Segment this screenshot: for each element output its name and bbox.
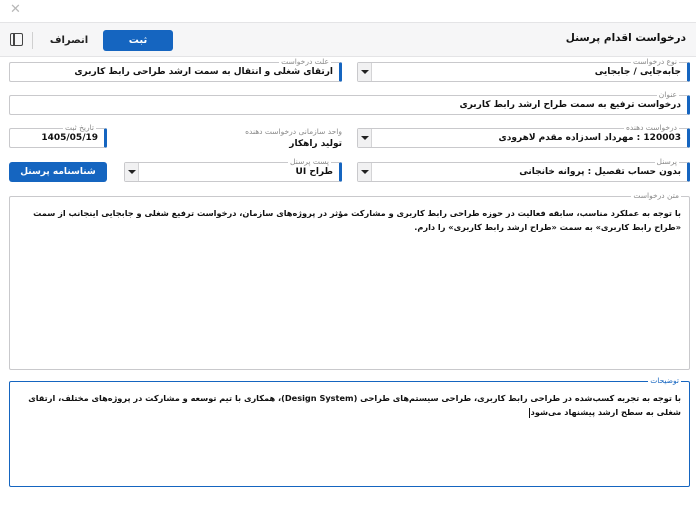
requester-label: درخواست دهنده — [625, 123, 677, 132]
text-caret — [529, 408, 530, 418]
description-area[interactable] — [9, 376, 690, 487]
request-text-area[interactable] — [9, 191, 690, 370]
chevron-down-icon[interactable] — [358, 129, 372, 147]
org-unit-label: واحد سازمانی درخواست دهنده — [245, 127, 342, 136]
personnel-select[interactable] — [357, 157, 690, 182]
description-label: توضیحات — [650, 376, 679, 385]
reason-value: ارتقای شغلی و انتقال به سمت ارشد طراحی رابط کاربری — [74, 67, 333, 77]
request-type-select[interactable] — [357, 57, 690, 82]
chevron-down-icon[interactable] — [125, 163, 139, 181]
description-text — [18, 391, 681, 419]
submit-button[interactable]: ثبت — [103, 30, 173, 51]
reg-date-field[interactable] — [9, 123, 107, 148]
requester-value: 120003 : مهرداد اسدزاده مقدم لاهرودی — [498, 133, 681, 143]
personnel-label: پرسنل — [656, 157, 677, 166]
org-unit-display — [180, 127, 342, 151]
chevron-down-icon[interactable] — [358, 63, 372, 81]
subject-field[interactable] — [9, 90, 690, 115]
form-header — [0, 22, 696, 57]
request-text-value: با توجه به عملکرد مناسب، سابقه فعالیت در حوزه طراحی رابط کاربری و مشارکت مؤثر در پروژه‌های سازمان، درخواست ترفیع شغلی و جابجایی اینجانب از سمت «طراح رابط کاربری» به سمت «طراح ارشد رابط کاربری» را دارم. — [33, 208, 681, 232]
request-text-label: متن درخواست — [633, 191, 679, 200]
requester-select[interactable] — [357, 123, 690, 148]
reason-field[interactable] — [9, 57, 342, 82]
personnel-profile-button[interactable]: شناسنامه پرسنل — [9, 162, 107, 182]
reg-date-label: تاریخ ثبت — [64, 123, 94, 132]
position-value: طراح UI — [295, 167, 333, 177]
position-label: پست پرسنل — [290, 157, 329, 166]
page-title: درخواست اقدام پرسنل — [565, 32, 686, 44]
reg-date-value: 1405/05/19 — [41, 133, 98, 143]
request-type-label: نوع درخواست — [632, 57, 677, 66]
personnel-value: بدون حساب تفصیل : پروانه خانجانی — [519, 167, 681, 177]
header-divider — [32, 32, 33, 49]
panel-toggle-icon[interactable] — [10, 33, 23, 46]
request-type-value: جابه‌جایی / جابجایی — [594, 67, 681, 77]
position-select[interactable] — [124, 157, 342, 182]
subject-value: درخواست ترفیع به سمت طراح ارشد رابط کاربری — [459, 100, 681, 110]
subject-label: عنوان — [658, 90, 677, 99]
cancel-button[interactable]: انصراف — [38, 30, 100, 51]
window-topbar — [0, 0, 696, 22]
description-value: با توجه به تجربه کسب‌شده در طراحی رابط کاربری، طراحی سیستم‌های طراحی (Design System)، همکاری با تیم توسعه و مشارکت در پروژه‌های مختلف، ارتقای شغلی به سطح ارشد پیشنهاد می‌شود — [28, 393, 681, 417]
org-unit-value: تولید راهکار — [289, 139, 342, 149]
close-icon[interactable]: ✕ — [10, 2, 21, 17]
reason-label: علت درخواست — [281, 57, 329, 66]
chevron-down-icon[interactable] — [358, 163, 372, 181]
